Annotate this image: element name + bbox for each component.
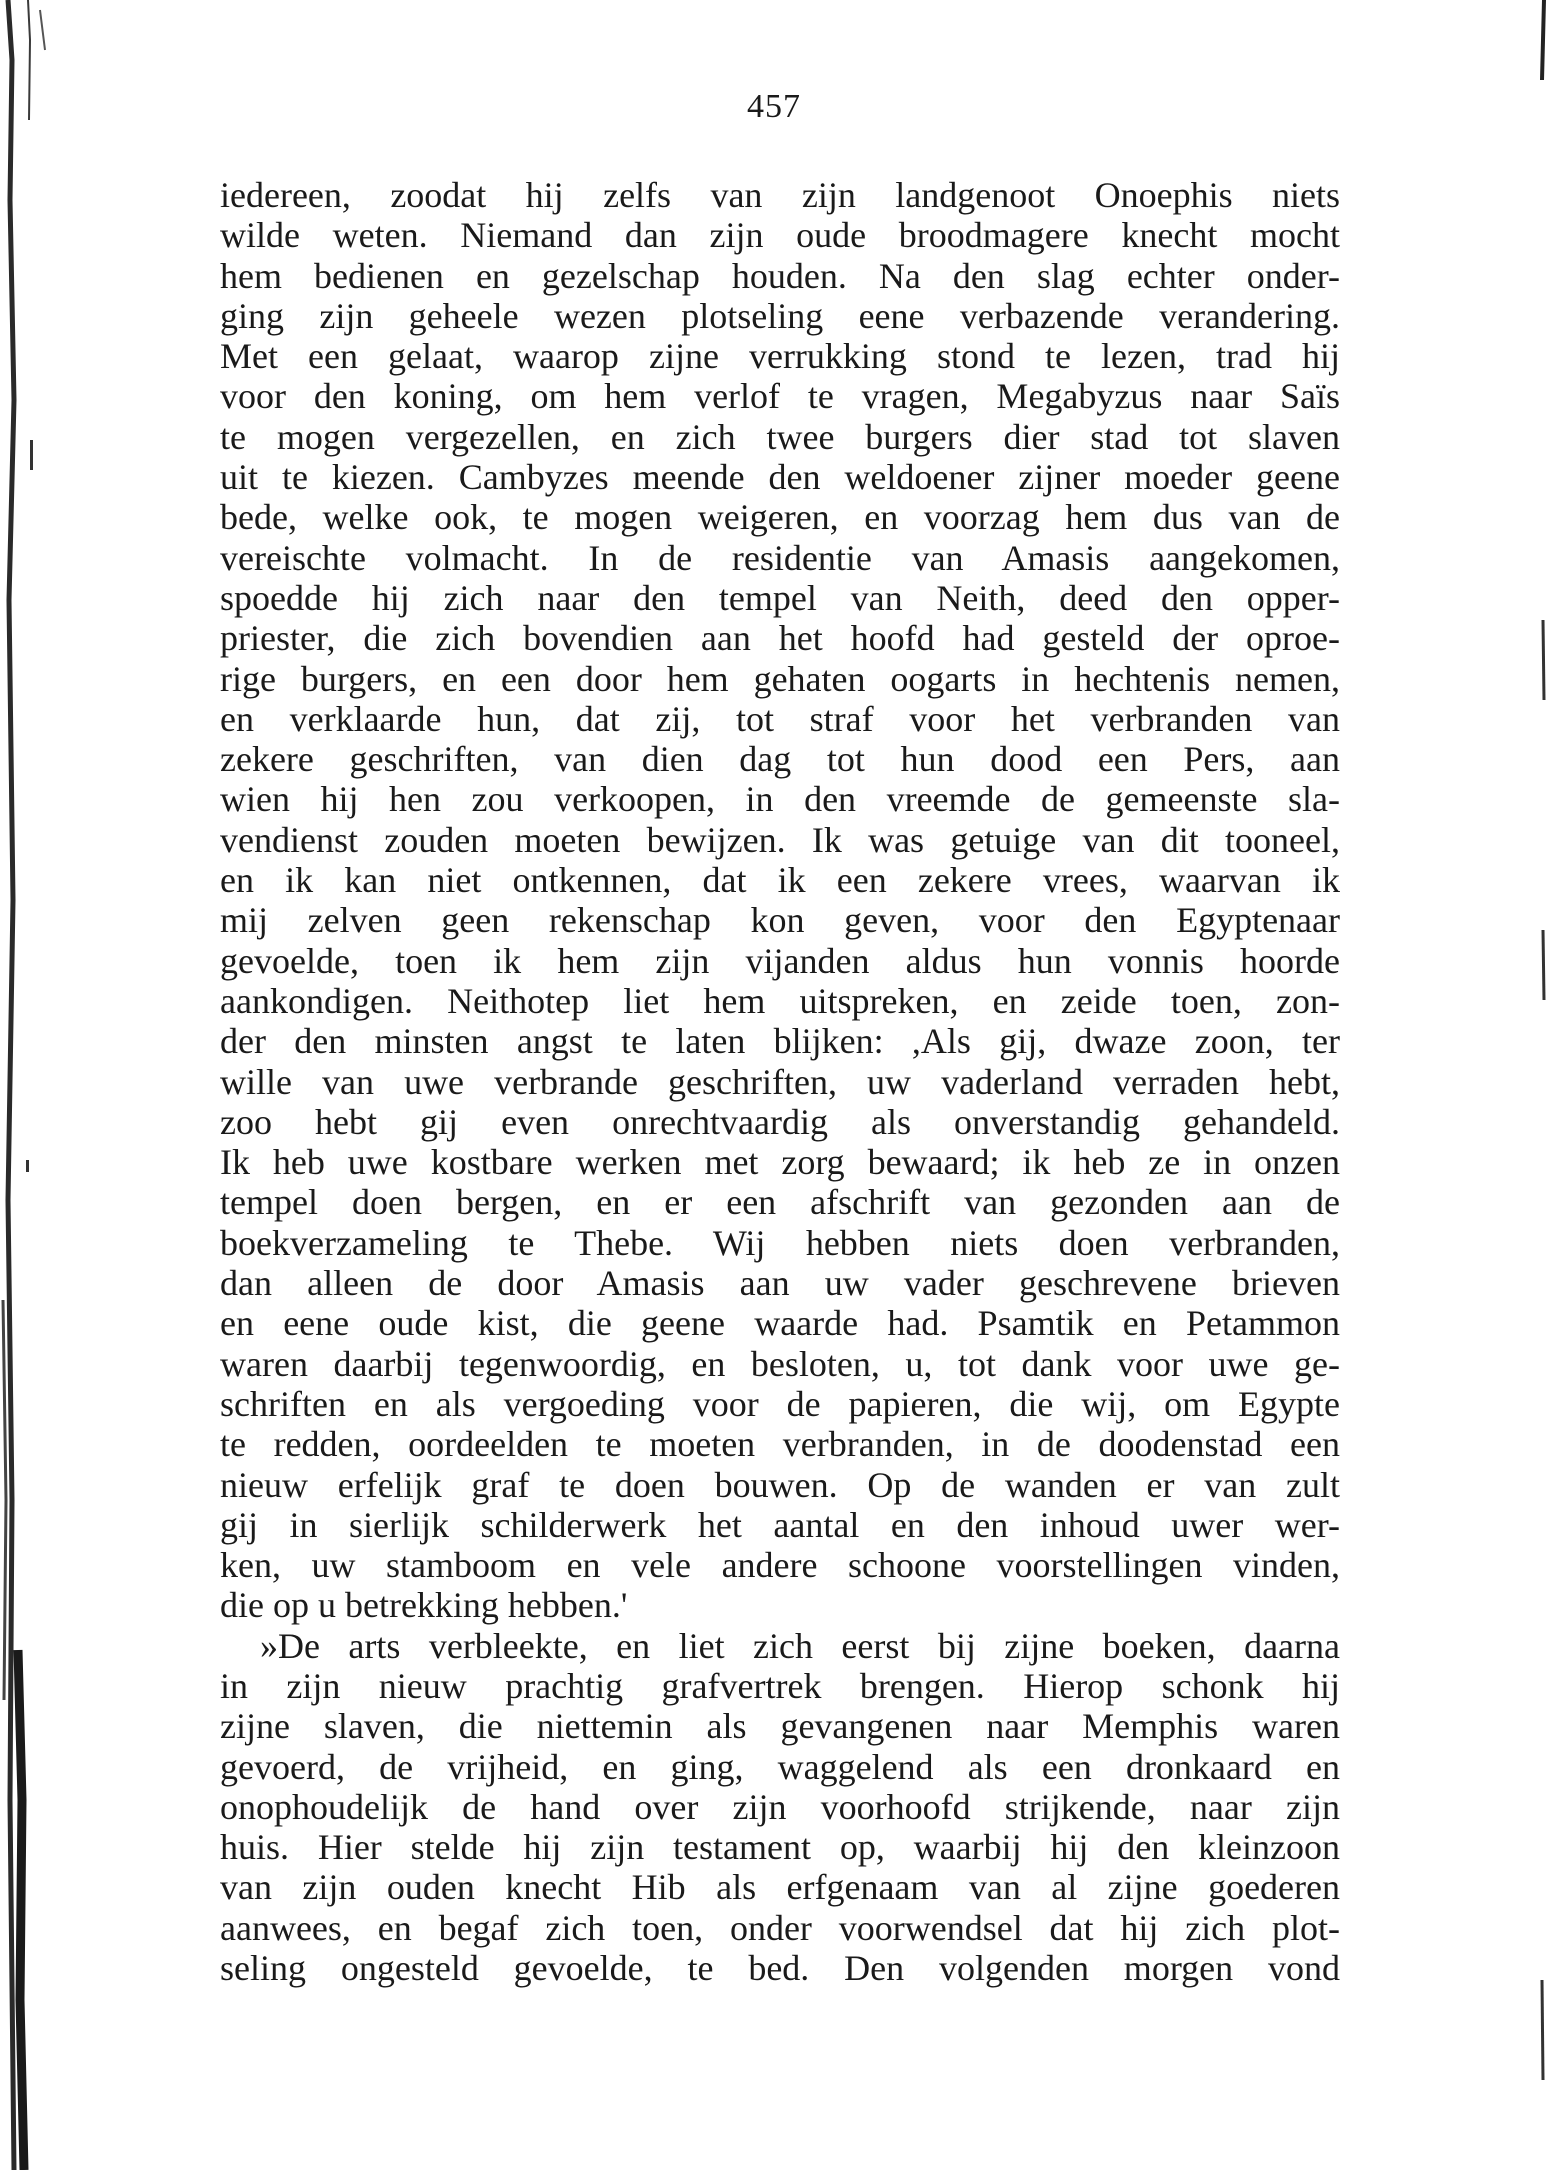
text-line: te redden, oordeelden te moeten verbranden, in de doodenstad een xyxy=(220,1424,1340,1465)
text-line: spoedde hij zich naar den tempel van Neith, deed den opper- xyxy=(220,577,1340,618)
text-line: waren daarbij tegenwoordig, en besloten, u, tot dank voor uwe ge- xyxy=(220,1343,1340,1384)
text-line: te mogen vergezellen, en zich twee burgers dier stad tot slaven xyxy=(220,416,1340,457)
text-line: bede, welke ook, te mogen weigeren, en voorzag hem dus van de xyxy=(220,497,1340,538)
text-line: priester, die zich bovendien aan het hoofd had gesteld der oproe- xyxy=(220,618,1340,659)
text-line: hem bedienen en gezelschap houden. Na den slag echter onder- xyxy=(220,255,1340,296)
text-line: nieuw erfelijk graf te doen bouwen. Op de wanden er van zult xyxy=(220,1464,1340,1505)
text-line: uit te kiezen. Cambyzes meende den weldoener zijner moeder geene xyxy=(220,457,1340,498)
text-line: rige burgers, en een door hem gehaten oogarts in hechtenis nemen, xyxy=(220,658,1340,699)
text-line: boekverzameling te Thebe. Wij hebben niets doen verbranden, xyxy=(220,1222,1340,1263)
text-line: en eene oude kist, die geene waarde had. Psamtik en Petammon xyxy=(220,1303,1340,1344)
text-line: schriften en als vergoeding voor de papieren, die wij, om Egypte xyxy=(220,1383,1340,1424)
scan-edge-right xyxy=(1524,0,1548,2170)
text-line: gij in sierlijk schilderwerk het aantal en den inhoud uwer wer- xyxy=(220,1504,1340,1545)
text-line: en verklaarde hun, dat zij, tot straf voor het verbranden van xyxy=(220,698,1340,739)
text-line: vendienst zouden moeten bewijzen. Ik was getuige van dit tooneel, xyxy=(220,819,1340,860)
text-line: in zijn nieuw prachtig grafvertrek brengen. Hierop schonk hij xyxy=(220,1665,1340,1706)
text-line: wille van uwe verbrande geschriften, uw vaderland verraden hebt, xyxy=(220,1061,1340,1102)
text-line: gevoelde, toen ik hem zijn vijanden aldus hun vonnis hoorde xyxy=(220,940,1340,981)
text-line: onophoudelijk de hand over zijn voorhoofd strijkende, naar zijn xyxy=(220,1786,1340,1827)
text-line: dan alleen de door Amasis aan uw vader geschrevene brieven xyxy=(220,1263,1340,1304)
text-line: huis. Hier stelde hij zijn testament op, waarbij hij den kleinzoon xyxy=(220,1827,1340,1868)
text-line: mij zelven geen rekenschap kon geven, voor den Egyptenaar xyxy=(220,900,1340,941)
text-line: aanwees, en begaf zich toen, onder voorwendsel dat hij zich plot- xyxy=(220,1907,1340,1948)
text-line: zoo hebt gij even onrechtvaardig als onverstandig gehandeld. xyxy=(220,1101,1340,1142)
text-line: Met een gelaat, waarop zijne verrukking stond te lezen, trad hij xyxy=(220,336,1340,377)
text-line: wilde weten. Niemand dan zijn oude broodmagere knecht mocht xyxy=(220,215,1340,256)
text-line: iedereen, zoodat hij zelfs van zijn landgenoot Onoephis niets xyxy=(220,175,1340,215)
text-line: van zijn ouden knecht Hib als erfgenaam van al zijne goederen xyxy=(220,1867,1340,1908)
body-text xyxy=(220,175,1340,1988)
text-line: zekere geschriften, van dien dag tot hun dood een Pers, aan xyxy=(220,739,1340,780)
text-line: gevoerd, de vrijheid, en ging, waggelend als een dronkaard en xyxy=(220,1746,1340,1787)
text-line: vereischte volmacht. In de residentie van Amasis aangekomen, xyxy=(220,537,1340,578)
text-line: seling ongesteld gevoelde, te bed. Den volgenden morgen vond xyxy=(220,1948,1340,1989)
text-line: Ik heb uwe kostbare werken met zorg bewaard; ik heb ze in onzen xyxy=(220,1142,1340,1183)
text-line: ging zijn geheele wezen plotseling eene verbazende verandering. xyxy=(220,295,1340,336)
text-line: »De arts verbleekte, en liet zich eerst bij zijne boeken, daarna xyxy=(260,1625,1340,1666)
text-line: wien hij hen zou verkoopen, in den vreemde de gemeenste sla- xyxy=(220,779,1340,820)
text-line: aankondigen. Neithotep liet hem uitspreken, en zeide toen, zon- xyxy=(220,980,1340,1021)
text-line: die op u betrekking hebben.' xyxy=(220,1585,628,1626)
text-line: ken, uw stamboom en vele andere schoone voorstellingen vinden, xyxy=(220,1545,1340,1586)
scan-binding-edge-left xyxy=(0,0,70,2170)
text-line: en ik kan niet ontkennen, dat ik een zekere vrees, waarvan ik xyxy=(220,860,1340,901)
text-line: der den minsten angst te laten blijken: ,Als gij, dwaze zoon, ter xyxy=(220,1021,1340,1062)
text-line: tempel doen bergen, en er een afschrift van gezonden aan de xyxy=(220,1182,1340,1223)
text-line: voor den koning, om hem verlof te vragen, Megabyzus naar Saïs xyxy=(220,376,1340,417)
text-line: zijne slaven, die niettemin als gevangenen naar Memphis waren xyxy=(220,1706,1340,1747)
page-number: 457 xyxy=(747,88,801,125)
